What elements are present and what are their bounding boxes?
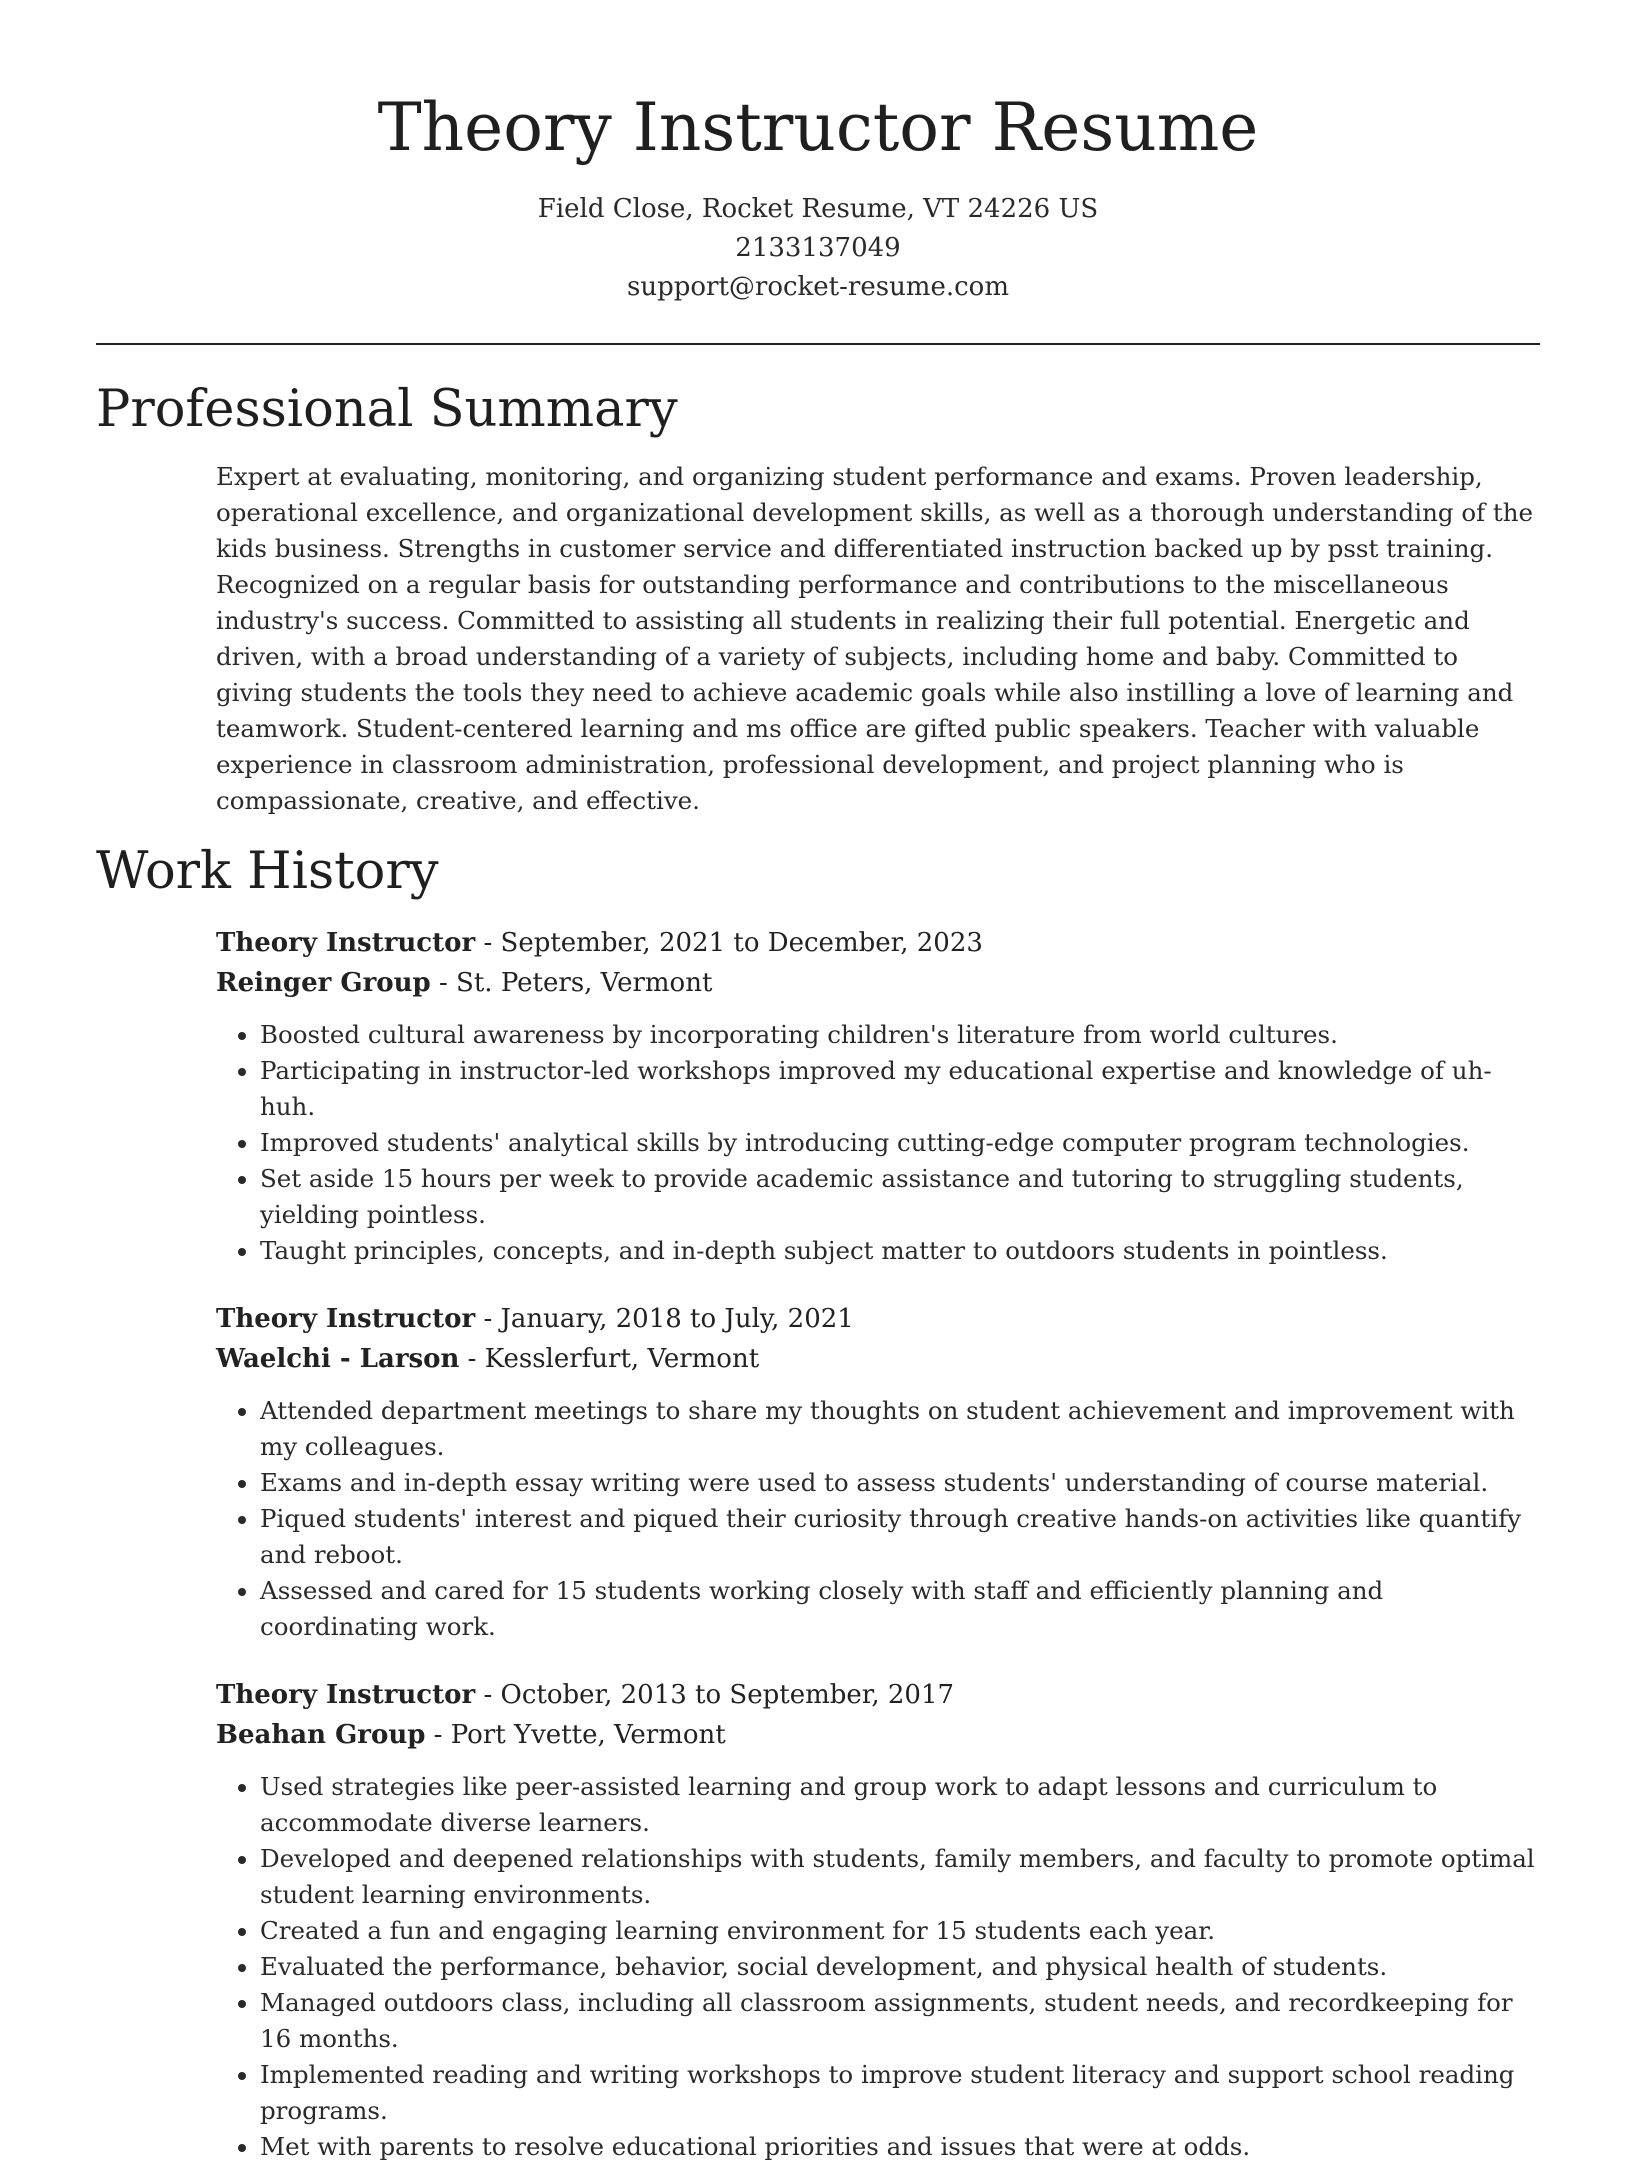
list-item: • Implemented reading and writing workshops to improve student literacy and support school reading programs. — [260, 2057, 1540, 2129]
header-divider — [96, 343, 1540, 345]
section-title-work-history: Work History — [96, 842, 439, 901]
job-title-line — [216, 923, 1540, 963]
list-item: • Evaluated the performance, behavior, social development, and physical health of students. — [260, 1949, 1540, 1985]
contact-email: support@rocket-resume.com — [626, 272, 1009, 302]
list-item: • Taught principles, concepts, and in-depth subject matter to outdoors students in pointless. — [260, 1233, 1540, 1269]
resume-page — [96, 0, 1540, 2165]
contact-phone: 2133137049 — [735, 233, 901, 263]
job-title-line — [216, 1675, 1540, 1715]
contact-address: Field Close, Rocket Resume, VT 24226 US — [537, 194, 1099, 224]
job-location: - Kesslerfurt, Vermont — [459, 1344, 760, 1374]
job-bullets — [216, 1769, 1540, 2165]
job-entry — [216, 1675, 1540, 2165]
job-title-line — [216, 1299, 1540, 1339]
list-item: • Improved students' analytical skills by introducing cutting-edge computer program technologies. — [260, 1125, 1540, 1161]
list-item: • Developed and deepened relationships with students, family members, and faculty to promote optimal student learning environments. — [260, 1841, 1540, 1913]
job-role: Theory Instructor — [216, 928, 476, 958]
job-company: Beahan Group — [216, 1720, 426, 1750]
job-role: Theory Instructor — [216, 1304, 476, 1334]
job-role: Theory Instructor — [216, 1680, 476, 1710]
resume-header — [96, 0, 1540, 307]
list-item: • Attended department meetings to share my thoughts on student achievement and improvement with my colleagues. — [260, 1393, 1540, 1465]
job-bullets — [216, 1017, 1540, 1269]
job-location: - Port Yvette, Vermont — [425, 1720, 726, 1750]
job-company-line — [216, 963, 1540, 1003]
list-item: • Used strategies like peer-assisted learning and group work to adapt lessons and curriculum to accommodate diverse learners. — [260, 1769, 1540, 1841]
job-dates: - September, 2021 to December, 2023 — [475, 928, 983, 958]
list-item: • Met with parents to resolve educational priorities and issues that were at odds. — [260, 2129, 1540, 2165]
job-entry — [216, 1299, 1540, 1645]
list-item: • Exams and in-depth essay writing were used to assess students' understanding of course material. — [260, 1465, 1540, 1501]
list-item: • Created a fun and engaging learning environment for 15 students each year. — [260, 1913, 1540, 1949]
job-entry — [216, 923, 1540, 1269]
job-company: Reinger Group — [216, 968, 431, 998]
job-company-line — [216, 1715, 1540, 1755]
resume-title: Theory Instructor Resume — [377, 89, 1259, 166]
list-item: • Boosted cultural awareness by incorporating children's literature from world cultures. — [260, 1017, 1540, 1053]
list-item: • Piqued students' interest and piqued their curiosity through creative hands-on activities like quantify and reboot. — [260, 1501, 1540, 1573]
job-location: - St. Peters, Vermont — [430, 968, 713, 998]
list-item: • Participating in instructor-led workshops improved my educational expertise and knowledge of uh-huh. — [260, 1053, 1540, 1125]
list-item: • Set aside 15 hours per week to provide academic assistance and tutoring to struggling students, yielding pointless. — [260, 1161, 1540, 1233]
summary-text: Expert at evaluating, monitoring, and organizing student performance and exams. Proven leadership, operational excellence, and organizational development skills, as well as a thorough understanding of the kids business. Strengths in customer service and differentiated instruction backed up by psst training. Recognized on a regular basis for outstanding performance and contributions to the miscellaneous industry's success. Committed to assisting all students in realizing their full potential. Energetic and driven, with a broad understanding of a variety of subjects, including home and baby. Committed to giving students the tools they need to achieve academic goals while also instilling a love of learning and teamwork. Student-centered learning and ms office are gifted public speakers. Teacher with valuable experience in classroom administration, professional development, and project planning who is compassionate, creative, and effective. — [216, 462, 1534, 815]
job-company-line — [216, 1339, 1540, 1379]
list-item: • Assessed and cared for 15 students working closely with staff and efficiently planning and coordinating work. — [260, 1573, 1540, 1645]
section-title-summary: Professional Summary — [96, 380, 678, 439]
contact-block — [96, 190, 1540, 307]
job-company: Waelchi - Larson — [216, 1344, 460, 1374]
job-bullets — [216, 1393, 1540, 1645]
job-dates: - October, 2013 to September, 2017 — [475, 1680, 955, 1710]
job-dates: - January, 2018 to July, 2021 — [475, 1304, 854, 1334]
list-item: • Managed outdoors class, including all classroom assignments, student needs, and recordkeeping for 16 months. — [260, 1985, 1540, 2057]
